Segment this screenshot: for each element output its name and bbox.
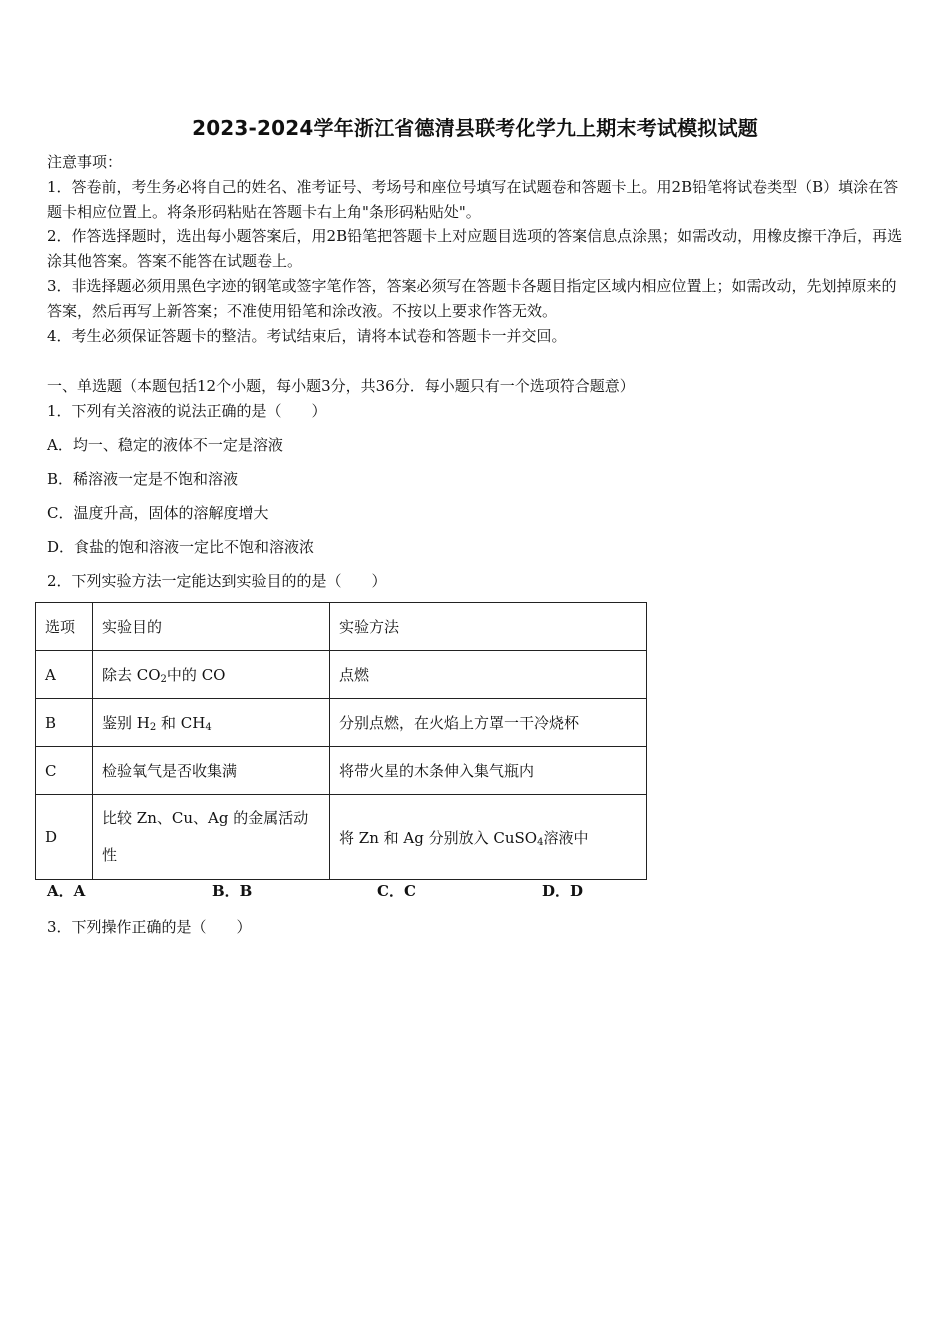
choice-a: A．A xyxy=(47,882,86,900)
choice-d: D．D xyxy=(542,882,584,900)
note-item-2: 2．作答选择题时，选出每小题答案后，用2B铅笔把答题卡上对应题目选项的答案信息点涂黑；如需改动，用橡皮擦干净后，再选涂其他答案。答案不能答在试题卷上。 xyxy=(47,227,903,271)
table-cell-method: 将带火星的木条伸入集气瓶内 xyxy=(330,747,647,795)
table-cell-option: C xyxy=(36,747,93,795)
method-text: 将 Zn 和 Ag 分别放入 CuSO xyxy=(339,828,538,847)
question-1-stem: 1．下列有关溶液的说法正确的是（ ） xyxy=(47,402,327,420)
goal-subscript: 2 xyxy=(149,722,157,733)
question-1-option-a: A．均一、稳定的液体不一定是溶液 xyxy=(47,436,283,454)
goal-subscript: 2 xyxy=(160,674,167,685)
choice-b: B．B xyxy=(212,882,253,900)
notes-block xyxy=(47,150,907,348)
question-1-option-d: D．食盐的饱和溶液一定比不饱和溶液浓 xyxy=(47,538,315,556)
table-cell-method: 点燃 xyxy=(330,651,647,699)
method-text-tail: 溶液中 xyxy=(543,828,589,847)
table-header-row xyxy=(36,603,647,651)
notes-heading: 注意事项： xyxy=(47,153,123,171)
goal-subscript-2: 4 xyxy=(205,722,212,733)
table-cell-option: D xyxy=(36,795,93,880)
section-heading: 一、单选题（本题包括12个小题，每小题3分，共36分．每小题只有一个选项符合题意） xyxy=(47,377,635,395)
question-1-option-b: B．稀溶液一定是不饱和溶液 xyxy=(47,470,239,488)
goal-text: 鉴别 H xyxy=(102,714,150,732)
document-title: 2023-2024学年浙江省德清县联考化学九上期末考试模拟试题 xyxy=(192,116,758,140)
table-cell-option: A xyxy=(36,651,93,699)
table-cell-option: B xyxy=(36,699,93,747)
table-cell-method: 分别点燃，在火焰上方罩一干冷烧杯 xyxy=(330,699,647,747)
goal-text-tail: 中的 CO xyxy=(166,666,226,684)
question-2-stem: 2．下列实验方法一定能达到实验目的的是（ ） xyxy=(47,572,387,590)
goal-text-tail: 和 CH xyxy=(156,714,206,732)
table-header-goal: 实验目的 xyxy=(93,603,330,651)
table-cell-goal: 检验氧气是否收集满 xyxy=(93,747,330,795)
table-cell-method xyxy=(330,795,647,880)
note-item-3: 3．非选择题必须用黑色字迹的钢笔或签字笔作答，答案必须写在答题卡各题目指定区域内相应位置上；如需改动，先划掉原来的答案，然后再写上新答案；不准使用铅笔和涂改液。不按以上要求作答无效。 xyxy=(47,276,897,320)
table-header-option: 选项 xyxy=(36,603,93,651)
experiment-table xyxy=(35,602,647,880)
table-cell-goal: 比较 Zn、Cu、Ag 的金属活动性 xyxy=(93,795,330,880)
table-row xyxy=(36,699,647,747)
question-1-option-c: C．温度升高，固体的溶解度增大 xyxy=(47,504,269,522)
note-item-4: 4．考生必须保证答题卡的整洁。考试结束后，请将本试卷和答题卡一并交回。 xyxy=(47,326,567,345)
goal-text: 除去 CO xyxy=(102,666,161,684)
table-cell-goal xyxy=(93,699,330,747)
table-row xyxy=(36,651,647,699)
choice-c: C．C xyxy=(377,882,416,900)
table-header-method: 实验方法 xyxy=(330,603,647,651)
note-item-1: 1．答卷前，考生务必将自己的姓名、准考证号、考场号和座位号填写在试题卷和答题卡上。用2B铅笔将试卷类型（B）填涂在答题卡相应位置上。将条形码粘贴在答题卡右上角"条形码粘贴处"。 xyxy=(47,177,899,221)
method-subscript: 4 xyxy=(537,836,544,848)
table-row xyxy=(36,795,647,880)
table-cell-goal xyxy=(93,651,330,699)
table-row xyxy=(36,747,647,795)
question-3-stem: 3．下列操作正确的是（ ） xyxy=(47,918,252,936)
